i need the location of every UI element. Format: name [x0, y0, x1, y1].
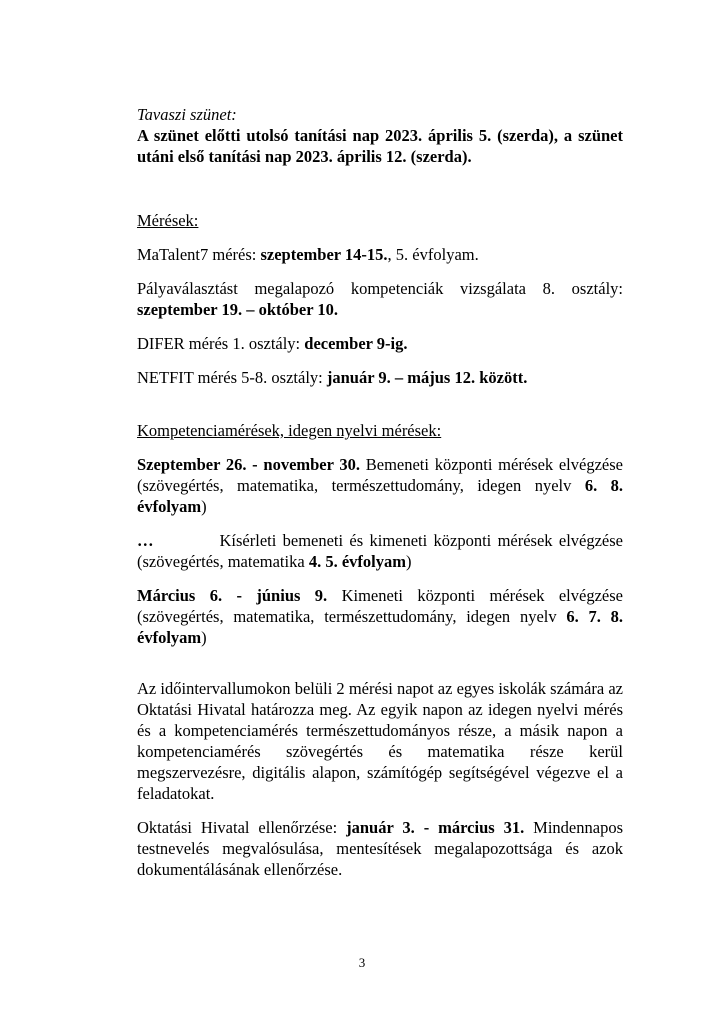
competence-entry-3 — [137, 585, 623, 648]
spring-break-heading: Tavaszi szünet: — [137, 105, 237, 124]
measurement-days-paragraph: Az időintervallumokon belüli 2 mérési napot az egyes iskolák számára az Oktatási Hivatal határozza meg. Az egyik napon az idegen nyelvi mérés és a kompetenciamérés természettudományos része, a másik napon a kompetenciamérés szövegértés és matematika része kerül megszervezésre, digitális alapon, számítógép segítségével végezve el a feladatokat. — [137, 679, 623, 803]
career-assessment-label: Pályaválasztást megalapozó kompetenciák vizsgálata 8. osztály: — [137, 279, 623, 298]
document-body — [137, 104, 623, 880]
competence-heading: Kompetenciamérések, idegen nyelvi mérések: — [137, 421, 442, 440]
inspection-paragraph — [137, 817, 623, 880]
competence-entry-1-text: Bemeneti központi mérések elvégzése (szövegértés, matematika, természettudomány, idegen nyelv — [137, 455, 623, 495]
difer-date: december 9-ig. — [304, 334, 408, 353]
inspection-text: Mindennapos testnevelés megvalósulása, mentesítések megalapozottsága és azok dokumentálásának ellenőrzése. — [137, 818, 623, 879]
page-number: 3 — [358, 955, 366, 970]
competence-entry-2 — [137, 530, 623, 572]
competence-entry-3-text: Kimeneti központi mérések elvégzése (szövegértés, matematika, természettudomány, idegen nyelv — [137, 586, 623, 626]
netfit-date: január 9. – május 12. között. — [326, 368, 528, 387]
matalent-date: szeptember 14-15. — [260, 245, 388, 264]
netfit-label: NETFIT mérés 5-8. osztály: — [137, 368, 327, 387]
difer-line — [137, 333, 623, 354]
matalent-label: MaTalent7 mérés: — [137, 245, 261, 264]
competence-entry-1-grades: 6. 8. évfolyam — [137, 476, 624, 516]
competence-entry-1-end: ) — [201, 497, 207, 516]
inspection-date: január 3. - március 31. — [346, 818, 525, 837]
netfit-line — [137, 367, 623, 388]
difer-label: DIFER mérés 1. osztály: — [137, 334, 305, 353]
competence-entry-2-grades: 4. 5. évfolyam — [308, 552, 406, 571]
inspection-label: Oktatási Hivatal ellenőrzése: — [137, 818, 347, 837]
competence-entry-2-text: Kísérleti bemeneti és kimeneti központi mérések elvégzése (szövegértés, matematika — [137, 531, 623, 571]
matalent-line — [137, 244, 623, 265]
competence-entry-2-ellipsis: … — [137, 531, 154, 550]
competence-entry-3-end: ) — [201, 628, 207, 647]
competence-entry-1 — [137, 454, 623, 517]
competence-entry-3-date: Március 6. - június 9. — [137, 586, 328, 605]
matalent-grade: , 5. évfolyam. — [387, 245, 479, 264]
career-assessment-line — [137, 278, 623, 320]
spring-break-text: A szünet előtti utolsó tanítási nap 2023. április 5. (szerda), a szünet utáni első tanítási nap 2023. április 12. (szerda). — [137, 126, 623, 166]
measurements-heading: Mérések: — [137, 211, 199, 230]
competence-entry-2-end: ) — [405, 552, 412, 571]
competence-entry-3-grades: 6. 7. 8. évfolyam — [137, 607, 623, 647]
competence-entry-1-date: Szeptember 26. - november 30. — [137, 455, 361, 474]
career-assessment-date: szeptember 19. – október 10. — [137, 300, 339, 319]
